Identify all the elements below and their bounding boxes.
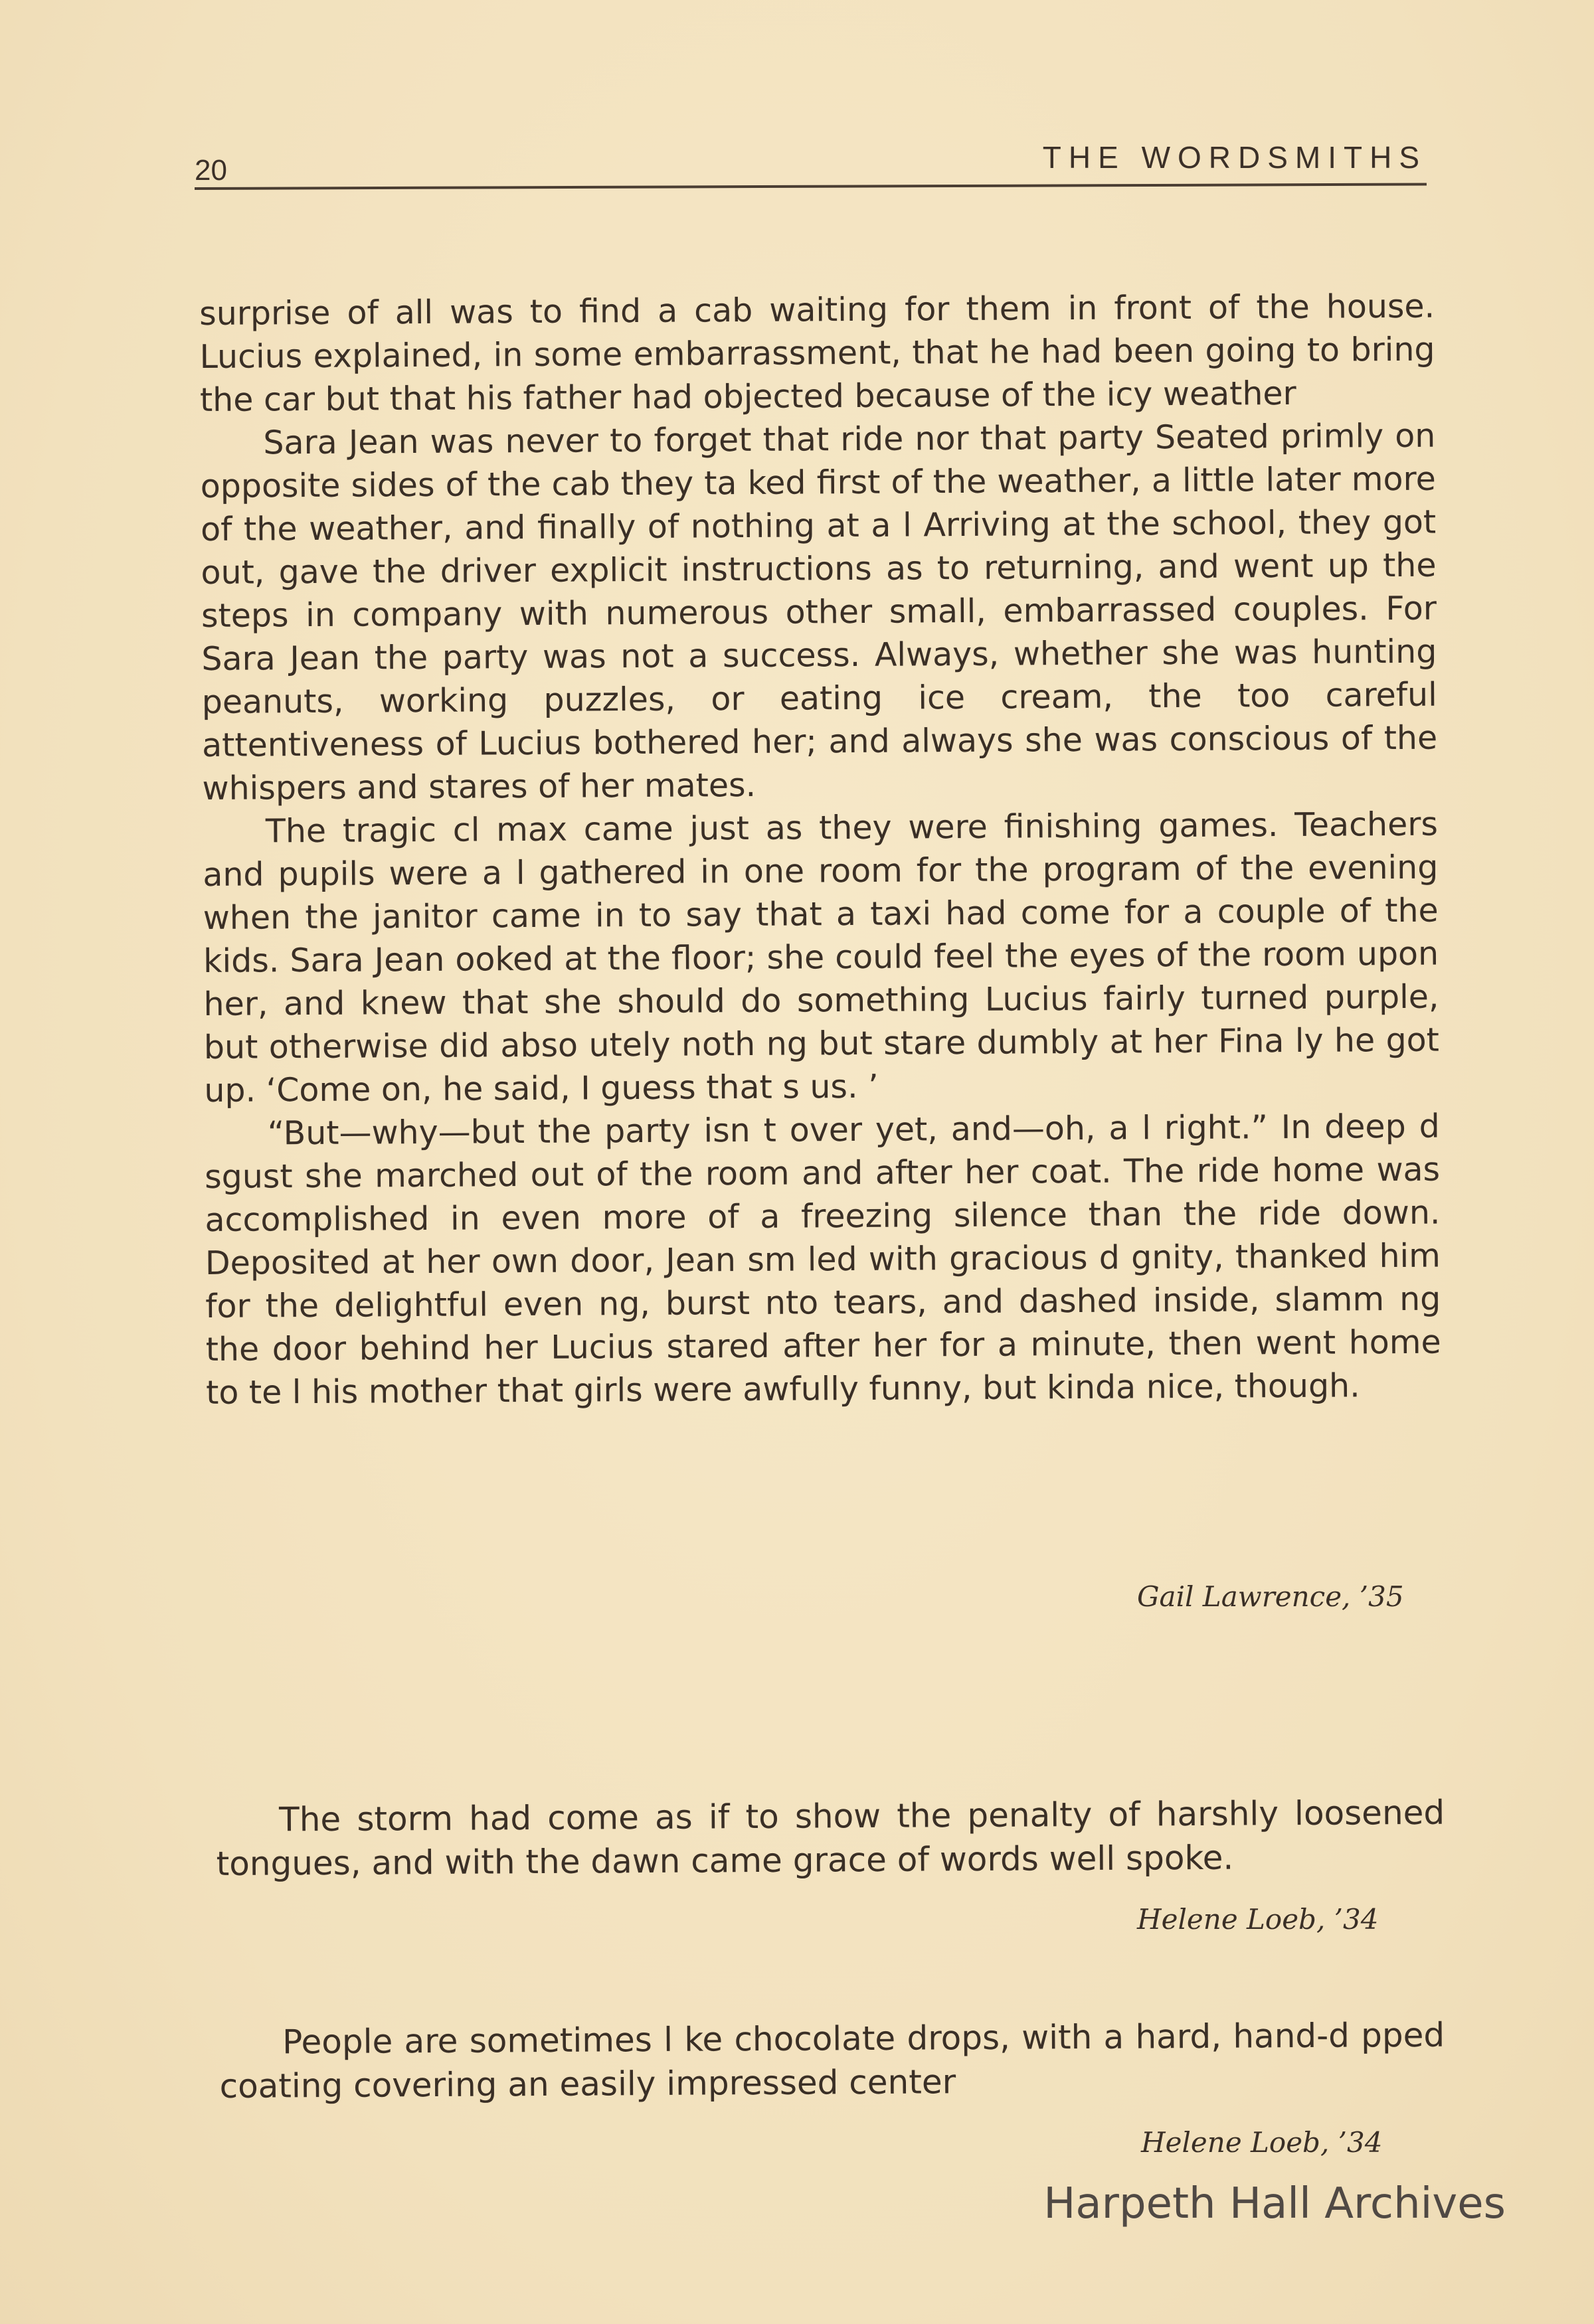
story-paragraph: The tragic cl max came just as they were finishing games. Teachers and pupils were a l gathered in one room for the program of the evening when the janitor came in to say that a taxi had come for a couple of the kids. Sara Jean ooked at the floor; she could feel the eyes of the room upon her, and knew that she should do something Lucius fairly turned purple, but otherwise did abso utely noth ng but stare dumbly at her Fina ly he got up. ‘Come on, he said, I guess that s us. ’ — [203, 805, 1440, 1110]
running-head: THE WORDSMITHS — [1042, 140, 1427, 175]
quote-two — [219, 2013, 1445, 2108]
story-paragraph: Sara Jean was never to forget that ride nor that party Seated primly on opposite sides of the cab they ta ked first of the weather, a little later more of the weather, and finally of nothing at a l Arriving at the school, they got out, gave the driver explicit instructions as to returning, and went up the steps in company with numerous other small, embarrassed couples. For Sara Jean the party was not a success. Always, whether she was hunting peanuts, working puzzles, or eating ice cream, the too careful attentiveness of Lucius bothered her; and always she was conscious of the whispers and stares of her mates. — [200, 416, 1438, 807]
quote-one-author: Helene Loeb, ’34 — [1137, 1903, 1379, 1936]
quote-one — [216, 1791, 1445, 1886]
story-paragraph: “But—why—but the party isn t over yet, and—oh, a l right.” In deep d sgust she marched out of the room and after her coat. The ride home was accomplished in even more of a freezing silence than the ride down. Deposited at her own door, Jean sm led with gracious d gnity, thanked him for the delightful even ng, burst nto tears, and dashed inside, slamm ng the door behind her Lucius stared after her for a minute, then went home to te l his mother that girls were awfully funny, but kinda nice, though. — [204, 1107, 1441, 1412]
page-number: 20 — [195, 154, 227, 187]
quote-two-author: Helene Loeb, ’34 — [1141, 2126, 1383, 2159]
story-author: Gail Lawrence, ’35 — [1137, 1580, 1404, 1613]
archive-watermark: Harpeth Hall Archives — [1043, 2179, 1506, 2228]
story-body — [199, 285, 1441, 1414]
quote-two-text: People are sometimes l ke chocolate drops, with a hard, hand-d pped coating covering an easily impressed center — [219, 2015, 1445, 2106]
story-paragraph: surprise of all was to find a cab waiting for them in front of the house. Lucius explained, in some embarrassment, that he had been going to bring the car but that his father had objected because of the icy weather — [199, 287, 1435, 419]
quote-one-text: The storm had come as if to show the penalty of harshly loosened tongues, and with the dawn came grace of words well spoke. — [216, 1793, 1445, 1883]
